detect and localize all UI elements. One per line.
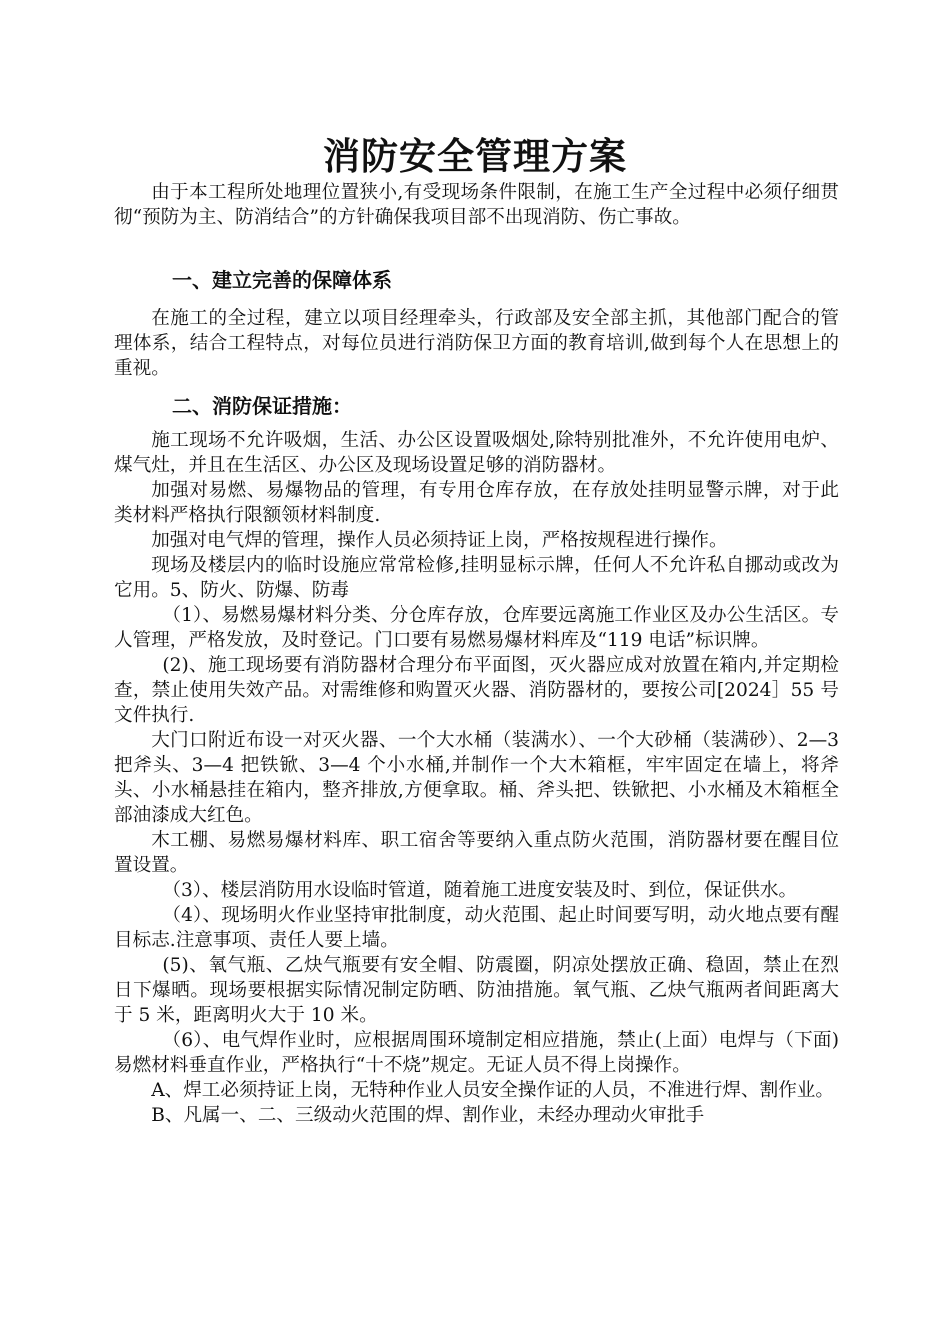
section-1-heading: 一、建立完善的保障体系: [172, 268, 392, 292]
paragraph-item-4: （4）、现场明火作业坚持审批制度，动火范围、起止时间要写明，动火地点要有醒目标志.注意事项、责任人要上墙。: [114, 905, 839, 951]
paragraph-rule-a: A、焊工必须持证上岗，无特种作业人员安全操作证的人员，不准进行焊、割作业。: [151, 1080, 834, 1101]
document-title: 消防安全管理方案: [323, 135, 627, 178]
section-1-paragraph: 在施工的全过程，建立以项目经理牵头，行政部及安全部主抓，其他部门配合的管理体系，结合工程特点，对每位员进行消防保卫方面的教育培训,做到每个人在思想上的重视。: [114, 308, 839, 379]
paragraph-flammables: 加强对易燃、易爆物品的管理，有专用仓库存放，在存放处挂明显警示牌，对于此类材料严格执行限额领材料制度.: [114, 480, 839, 526]
paragraph-item-6: （6）、电气焊作业时，应根据周围环境制定相应措施，禁止(上面）电焊与（下面)易燃材料垂直作业，严格执行“十不烧”规定。无证人员不得上岗操作。: [114, 1030, 839, 1076]
paragraph-smoking: 施工现场不允许吸烟，生活、办公区设置吸烟处,除特别批准外，不允许使用电炉、煤气灶，并且在生活区、办公区及现场设置足够的消防器材。: [114, 430, 839, 476]
section-2-body: [114, 428, 839, 1128]
section-2: [114, 394, 839, 419]
section-2-heading: 二、消防保证措施：: [172, 394, 352, 418]
intro-paragraph: 由于本工程所处地理位置狭小,有受现场条件限制，在施工生产全过程中必须仔细贯彻“预防为主、防消结合”的方针确保我项目部不出现消防、伤亡事故。: [114, 182, 839, 228]
paragraph-gate-equipment: 大门口附近布设一对灭火器、一个大水桶（装满水）、一个大砂桶（装满砂）、2—3 把斧头、3—4 把铁锨、3—4 个小水桶,并制作一个大木箱框，牢牢固定在墙上，将斧头、小水桶悬挂在箱内，整齐排放,方便拿取。桶、斧头把、铁锨把、小水桶及木箱框全部油漆成大红色。: [114, 730, 839, 826]
section-1: [114, 268, 839, 293]
paragraph-item-3: （3）、楼层消防用水设临时管道，随着施工进度安装及时、到位，保证供水。: [162, 880, 798, 901]
paragraph-rule-b: B、凡属一、二、三级动火范围的焊、割作业，未经办理动火审批手: [151, 1105, 705, 1126]
paragraph-item-2: (2)、施工现场要有消防器材合理分布平面图，灭火器应成对放置在箱内,并定期检查，禁止使用失效产品。对需维修和购置灭火器、消防器材的，要按公司[2024］55 号文件执行.: [114, 655, 839, 726]
intro-section: [114, 180, 839, 230]
section-1-body: [114, 306, 839, 381]
paragraph-item-5: (5)、氧气瓶、乙炔气瓶要有安全帽、防震圈，阴凉处摆放正确、稳固，禁止在烈日下爆晒。现场要根据实际情况制定防晒、防油措施。氧气瓶、乙炔气瓶两者间距离大于 5 米，距离明火大于 10 米。: [114, 955, 839, 1026]
paragraph-key-areas: 木工棚、易燃易爆材料库、职工宿舍等要纳入重点防火范围，消防器材要在醒目位置设置。: [114, 830, 839, 876]
paragraph-welding: 加强对电气焊的管理，操作人员必须持证上岗，严格按规程进行操作。: [151, 530, 728, 551]
paragraph-temporary-facilities: 现场及楼层内的临时设施应常常检修,挂明显标示牌，任何人不允许私自挪动或改为它用。5、防火、防爆、防毒: [114, 555, 839, 601]
paragraph-item-1: （1）、易燃易爆材料分类、分仓库存放，仓库要远离施工作业区及办公生活区。专人管理，严格发放，及时登记。门口要有易燃易爆材料库及“119 电话”标识牌。: [114, 605, 839, 651]
